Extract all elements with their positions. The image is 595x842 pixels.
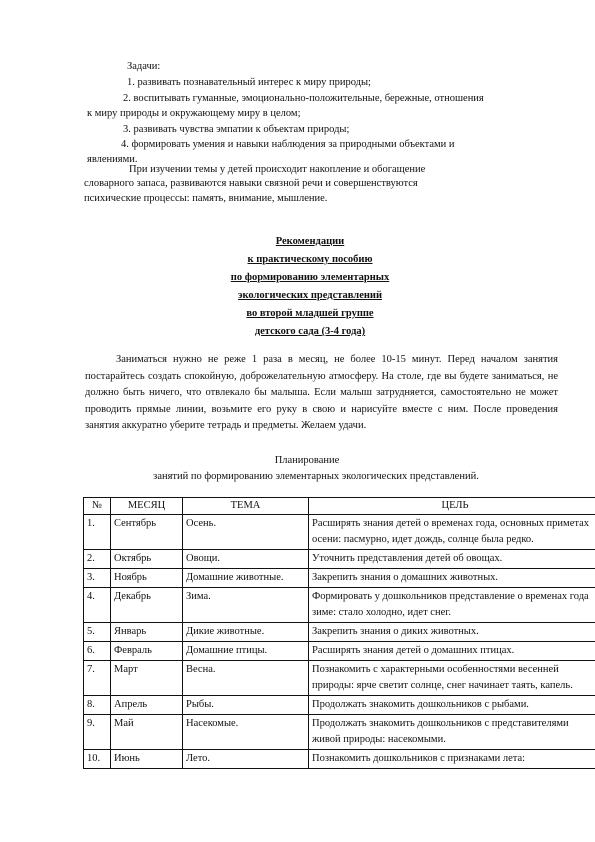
row-month: Сентябрь [111, 515, 183, 550]
row-topic: Насекомые. [183, 715, 309, 750]
row-topic: Домашние животные. [183, 569, 309, 588]
table-header-row [84, 498, 595, 515]
row-month: Февраль [111, 642, 183, 661]
row-number: 3. [84, 569, 111, 588]
row-number: 7. [84, 661, 111, 696]
task-item: к миру природы и окружающему миру в целом; [87, 108, 301, 119]
task-item: 3. развивать чувства эмпатии к объектам природы; [123, 124, 350, 135]
header-topic: ТЕМА [183, 498, 309, 515]
row-goal: Закрепить знания о диких животных. [309, 623, 595, 642]
row-topic: Домашние птицы. [183, 642, 309, 661]
task-item: 2. воспитывать гуманные, эмоционально-положительные, бережные, отношения [123, 93, 484, 104]
row-month: Март [111, 661, 183, 696]
row-goal: Уточнить представления детей об овощах. [309, 550, 595, 569]
table-row [84, 715, 595, 750]
row-month: Ноябрь [111, 569, 183, 588]
header-goal: ЦЕЛЬ [309, 498, 595, 515]
row-number: 4. [84, 588, 111, 623]
row-number: 9. [84, 715, 111, 750]
row-month: Апрель [111, 696, 183, 715]
row-number: 5. [84, 623, 111, 642]
header-month: МЕСЯЦ [111, 498, 183, 515]
table-row [84, 569, 595, 588]
row-topic: Овощи. [183, 550, 309, 569]
planning-title: Планирование [274, 455, 340, 466]
tasks-paragraph-line: психические процессы: память, внимание, мышление. [84, 193, 328, 204]
row-month: Октябрь [111, 550, 183, 569]
row-goal: Познакомить дошкольников с признаками лета: [309, 750, 595, 769]
tasks-paragraph-line: При изучении темы у детей происходит накопление и обогащение [129, 164, 426, 175]
row-month: Июнь [111, 750, 183, 769]
row-goal: Расширять знания детей о домашних птицах. [309, 642, 595, 661]
row-goal: Продолжать знакомить дошкольников с рыбами. [309, 696, 595, 715]
row-number: 6. [84, 642, 111, 661]
table-row [84, 661, 595, 696]
row-month: Декабрь [111, 588, 183, 623]
task-item: явлениями. [87, 154, 138, 165]
planning-subtitle: занятий по формированию элементарных экологических представлений. [153, 471, 479, 482]
table-row [84, 515, 595, 550]
row-number: 1. [84, 515, 111, 550]
row-number: 8. [84, 696, 111, 715]
table-row [84, 588, 595, 623]
table-row [84, 550, 595, 569]
table-row [84, 696, 595, 715]
row-month: Январь [111, 623, 183, 642]
row-month: Май [111, 715, 183, 750]
row-topic: Осень. [183, 515, 309, 550]
header-number: № [84, 498, 111, 515]
tasks-paragraph-line: словарного запаса, развиваются навыки связной речи и совершенствуются [84, 178, 418, 189]
row-topic: Рыбы. [183, 696, 309, 715]
tasks-heading: Задачи: [127, 61, 161, 72]
row-topic: Весна. [183, 661, 309, 696]
row-goal: Формировать у дошкольников представление о временах года зиме: стало холодно, идет снег. [309, 588, 595, 623]
row-topic: Дикие животные. [183, 623, 309, 642]
row-goal: Закрепить знания о домашних животных. [309, 569, 595, 588]
table-row [84, 623, 595, 642]
row-goal: Познакомить с характерными особенностями весенней природы: ярче светит солнце, снег начинает таять, капель. [309, 661, 595, 696]
row-goal: Продолжать знакомить дошкольников с представителями живой природы: насекомыми. [309, 715, 595, 750]
row-number: 10. [84, 750, 111, 769]
task-item: 1. развивать познавательный интерес к миру природы; [127, 77, 371, 88]
row-number: 2. [84, 550, 111, 569]
table-row [84, 750, 595, 769]
row-topic: Лето. [183, 750, 309, 769]
recommendations-title: Рекомендации к практическому пособию по формированию элементарных экологических представлений во второй младшей группе детского сада (3-4 года) [230, 236, 390, 337]
task-item: 4. формировать умения и навыки наблюдения за природными объектами и [121, 139, 455, 150]
recommendations-body: Заниматься нужно не реже 1 раза в месяц, не более 10-15 минут. Перед началом занятия постарайтесь создать спокойную, доброжелательную атмосферу. На столе, где вы будете заниматься, не должно быть ничего, что отвлекало бы малыша. Если малыш затрудняется, самостоятельно не может проводить прямые линии, возьмите его руку в свою и нарисуйте вместе с ним. После проведения занятия аккуратно уберите тетрадь и предметы. Желаем удачи. [85, 354, 558, 431]
table-row [84, 642, 595, 661]
row-goal: Расширять знания детей о временах года, основных приметах осени: пасмурно, идет дождь, солнце была редко. [309, 515, 595, 550]
row-topic: Зима. [183, 588, 309, 623]
planning-table [83, 497, 595, 769]
